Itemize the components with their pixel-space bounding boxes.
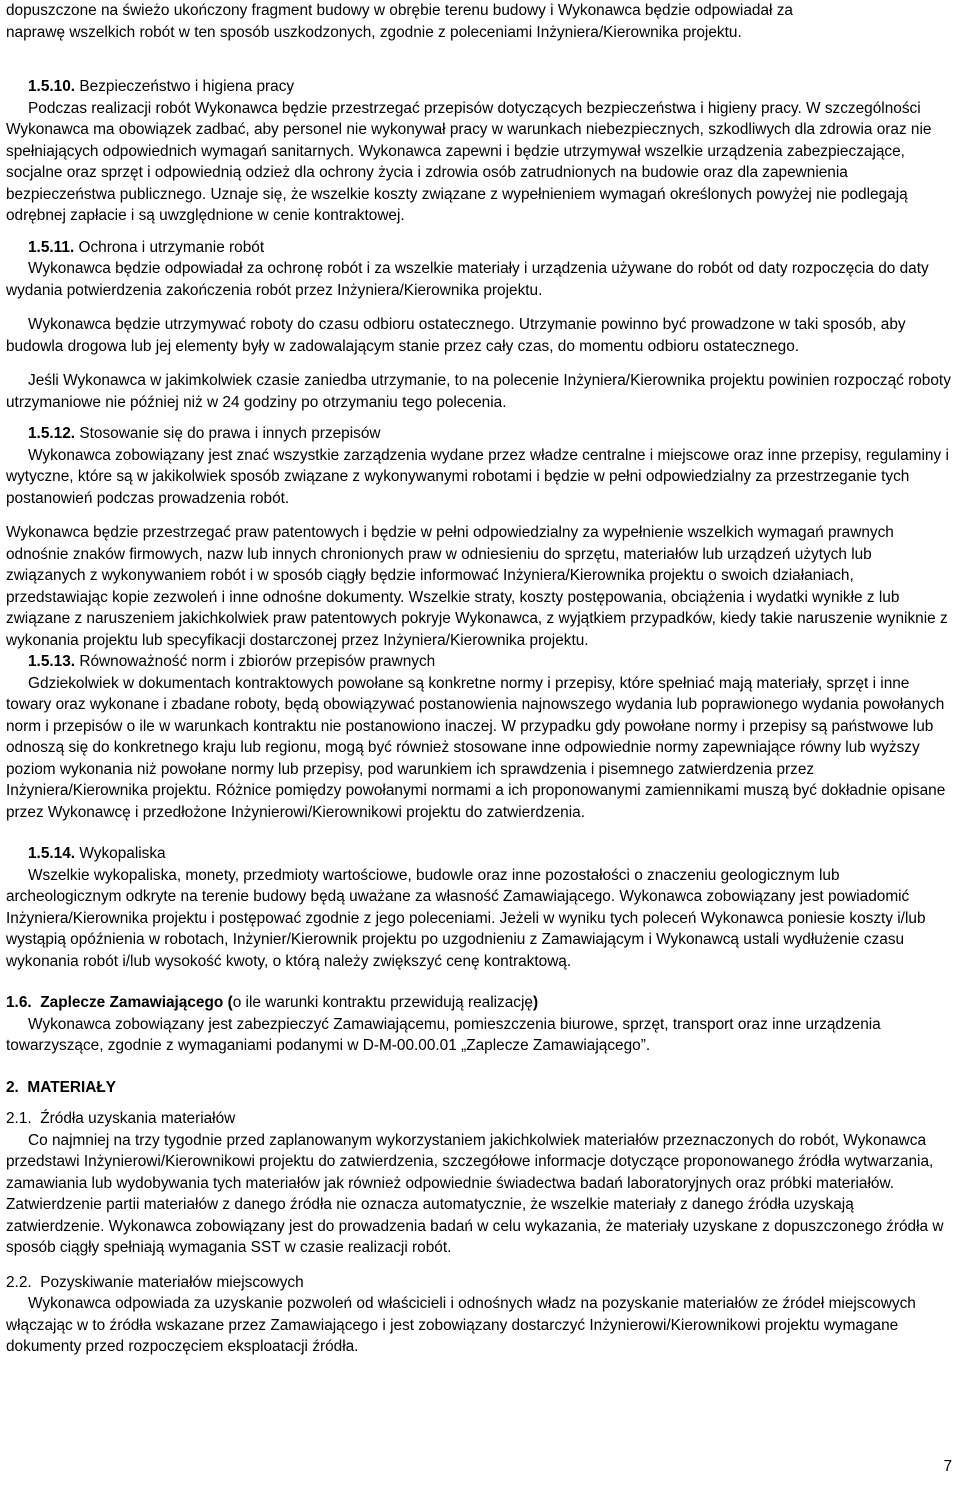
section-2-1-paragraph: Co najmniej na trzy tygodnie przed zaplanowanym wykorzystaniem jakichkolwiek materiałów przeznaczonych do robót, Wykonawca przedstawi Inżynierowi/Kierownikowi projektu do zatwierdzenia, szczegółowe informacje dotyczące proponowanego źródła wytwarzania, zamawiania lub wydobywania tych materiałów jak również odpowiednie świadectwa badań laboratoryjnych oraz próbki materiałów. Zatwierdzenie partii materiałów z danego źródła nie oznacza automatycznie, że wszelkie materiały z danego źródła uzyskają zatwierdzenie. Wykonawca zobowiązany jest do prowadzenia badań w celu wykazania, że materiały uzyskane z dopuszczonego źródła w sposób ciągły spełniają wymagania SST w czasie realizacji robót. <box>6 1131 944 1256</box>
section-title: Bezpieczeństwo i higiena pracy <box>79 78 295 95</box>
section-number: 2. <box>6 1078 19 1096</box>
section-1-6-heading: 1.6. Zaplecze Zamawiającego (o ile warunki kontraktu przewidują realizację) <box>6 994 539 1011</box>
section-title: Źródła uzyskania materiałów <box>40 1110 236 1127</box>
section-1-5-10 <box>6 76 954 98</box>
section-number: 1.5.12. <box>28 425 76 442</box>
section-1-5-11-paragraph-1: Wykonawca będzie odpowiadał za ochronę robót i za wszelkie materiały i urządzenia używane do robót od daty rozpoczęcia do daty wydania potwierdzenia zakończenia robót przez Inżyniera/Kierownika projektu. <box>6 260 929 299</box>
section-2-2-heading <box>6 1272 954 1294</box>
document-page <box>6 0 954 1358</box>
section-title: Wykopaliska <box>79 845 166 862</box>
section-2-heading <box>6 1077 954 1099</box>
intro-line-2: naprawę wszelkich robót w ten sposób uszkodzonych, zgodnie z poleceniami Inżyniera/Kierownika projektu. <box>6 23 742 41</box>
section-1-5-11-heading <box>6 237 954 259</box>
section-title-note: o ile warunki kontraktu przewidują realizację <box>232 994 533 1011</box>
section-title: Pozyskiwanie materiałów miejscowych <box>40 1273 304 1291</box>
section-1-5-14-paragraph: Wszelkie wykopaliska, monety, przedmioty wartościowe, budowle oraz inne pozostałości o znaczeniu geologicznym lub archeologicznym odkryte na terenie budowy będą uważane za własność Zamawiającego. Wykonawca zobowiązany jest powiadomić Inżyniera/Kierownika projektu i postępować zgodnie z jego poleceniami. Jeżeli w wyniku tych poleceń Wykonawca poniesie koszty i/lub wystąpią opóźnienia w robotach, Inżynier/Kierownik projektu po uzgodnieniu z Zamawiającym i Wykonawcą ustali wydłużenie czasu wykonania robót i/lub wysokość kwoty, o którą należy zwiększyć cenę kontraktową. <box>6 866 926 970</box>
section-2-2-paragraph: Wykonawca odpowiada za uzyskanie pozwoleń od właścicieli i odnośnych władz na pozyskanie materiałów ze źródeł miejscowych włączając w to źródła wskazane przez Zamawiającego i jest zobowiązany dostarczyć Inżynierowi/Kierownikowi projektu wymagane dokumenty przed rozpoczęciem eksploatacji źródła. <box>6 1295 916 1355</box>
section-1-5-11-paragraph-3: Jeśli Wykonawca w jakimkolwiek czasie zaniedba utrzymanie, to na polecenie Inżyniera/Kierownika projektu powinien rozpocząć roboty utrzymaniowe nie później niż w 24 godziny po otrzymaniu tego polecenia. <box>6 372 951 411</box>
intro-line-1: dopuszczone na świeżo ukończony fragment budowy w obrębie terenu budowy i Wykonawca będzie odpowiadał za <box>6 2 793 19</box>
intro-paragraph <box>6 0 954 43</box>
section-number: 1.6. <box>6 994 32 1011</box>
section-number: 2.1. <box>6 1110 32 1127</box>
section-1-5-13-heading <box>6 651 954 673</box>
section-2-1-heading <box>6 1108 954 1130</box>
section-1-5-13-paragraph: Gdziekolwiek w dokumentach kontraktowych powołane są konkretne normy i przepisy, które spełniać mają materiały, sprzęt i inne towary oraz wykonane i zbadane roboty, będą obowiązywać postanowienia najnowszego wydania lub poprawionego wydania powołanych norm i przepisów o ile w warunkach kontraktu nie postanowiono inaczej. W przypadku gdy powołane normy i przepisy są państwowe lub odnoszą się do konkretnego kraju lub regionu, mogą być również stosowane inne odpowiednie normy zapewniające równy lub wyższy poziom wykonania niż powołane normy lub przepisy, pod warunkiem ich sprawdzenia i pisemnego zatwierdzenia przez Inżyniera/Kierownika projektu. Różnice pomiędzy powołanymi normami a ich proponowanymi zamiennikami muszą być dokładnie opisane przez Wykonawcę i przedłożone Inżynierowi/Kierownikowi projektu do zatwierdzenia. <box>6 674 946 821</box>
section-title: Równoważność norm i zbiorów przepisów prawnych <box>79 653 436 670</box>
section-title: Stosowanie się do prawa i innych przepisów <box>79 425 381 442</box>
section-1-5-12-heading <box>6 423 954 445</box>
section-heading <box>28 76 954 98</box>
section-1-5-11-paragraph-2: Wykonawca będzie utrzymywać roboty do czasu odbioru ostatecznego. Utrzymanie powinno być prowadzone w taki sposób, aby budowla drogowa lub jej elementy były w zadowalającym stanie przez cały czas, do momentu odbioru ostatecznego. <box>6 316 906 355</box>
section-number: 1.5.14. <box>28 845 76 862</box>
section-1-5-10-paragraph: Podczas realizacji robót Wykonawca będzie przestrzegać przepisów dotyczących bezpieczeństwa i higieny pracy. W szczególności Wykonawca ma obowiązek zadbać, aby personel nie wykonywał pracy w warunkach niebezpiecznych, szkodliwych dla zdrowia oraz nie spełniających odpowiednich wymagań sanitarnych. Wykonawca zapewni i będzie utrzymywał wszelkie urządzenia zabezpieczające, socjalne oraz sprzęt i odpowiednią odzież dla ochrony życia i zdrowia osób zatrudnionych na budowie oraz dla zapewnienia bezpieczeństwa publicznego. Uznaje się, że wszelkie koszty związane z wypełnieniem wymagań określonych powyżej nie podlegają odrębnej zapłacie i są uwzględnione w cenie kontraktowej. <box>6 99 932 224</box>
section-number: 1.5.10. <box>28 78 76 95</box>
page-number: 7 <box>943 1458 952 1475</box>
section-1-5-12-paragraph-2: Wykonawca będzie przestrzegać praw patentowych i będzie w pełni odpowiedzialny za wypełnienie wszelkich wymagań prawnych odnośnie znaków firmowych, nazw lub innych chronionych praw w odniesieniu do sprzętu, materiałów lub urządzeń użytych lub związanych z wykonywaniem robót i w sposób ciągły będzie informować Inżyniera/Kierownika projektu o swoich działaniach, przedstawiając kopie zezwoleń i inne odnośne dokumenty. Wszelkie straty, koszty postępowania, obciążenia i wydatki wynikłe z lub związane z naruszeniem jakichkolwiek praw patentowych pokryje Wykonawca, z wyjątkiem przypadków, kiedy takie naruszenie wyniknie z wykonania projektu lub specyfikacji dostarczonej przez Inżyniera/Kierownika projektu. <box>6 524 948 649</box>
section-title: Zaplecze Zamawiającego ( <box>40 994 233 1011</box>
section-1-6-paragraph: Wykonawca zobowiązany jest zabezpieczyć Zamawiającemu, pomieszczenia biurowe, sprzęt, transport oraz inne urządzenia towarzyszące, zgodnie z wymaganiami podanymi w D-M-00.00.01 „Zaplecze Zamawiającego”. <box>6 1015 881 1054</box>
section-number: 1.5.13. <box>28 653 76 670</box>
section-1-5-12-paragraph-1: Wykonawca zobowiązany jest znać wszystkie zarządzenia wydane przez władze centralne i miejscowe oraz inne przepisy, regulaminy i wytyczne, które są w jakikolwiek sposób związane z wykonywanymi robotami i będzie w pełni odpowiedzialny za przestrzeganie tych postanowień podczas prowadzenia robót. <box>6 446 949 507</box>
section-number: 2.2. <box>6 1273 32 1291</box>
section-title: Ochrona i utrzymanie robót <box>78 238 265 256</box>
section-number: 1.5.11. <box>28 238 75 256</box>
section-title: MATERIAŁY <box>27 1078 117 1096</box>
section-1-5-14-heading <box>6 843 954 865</box>
